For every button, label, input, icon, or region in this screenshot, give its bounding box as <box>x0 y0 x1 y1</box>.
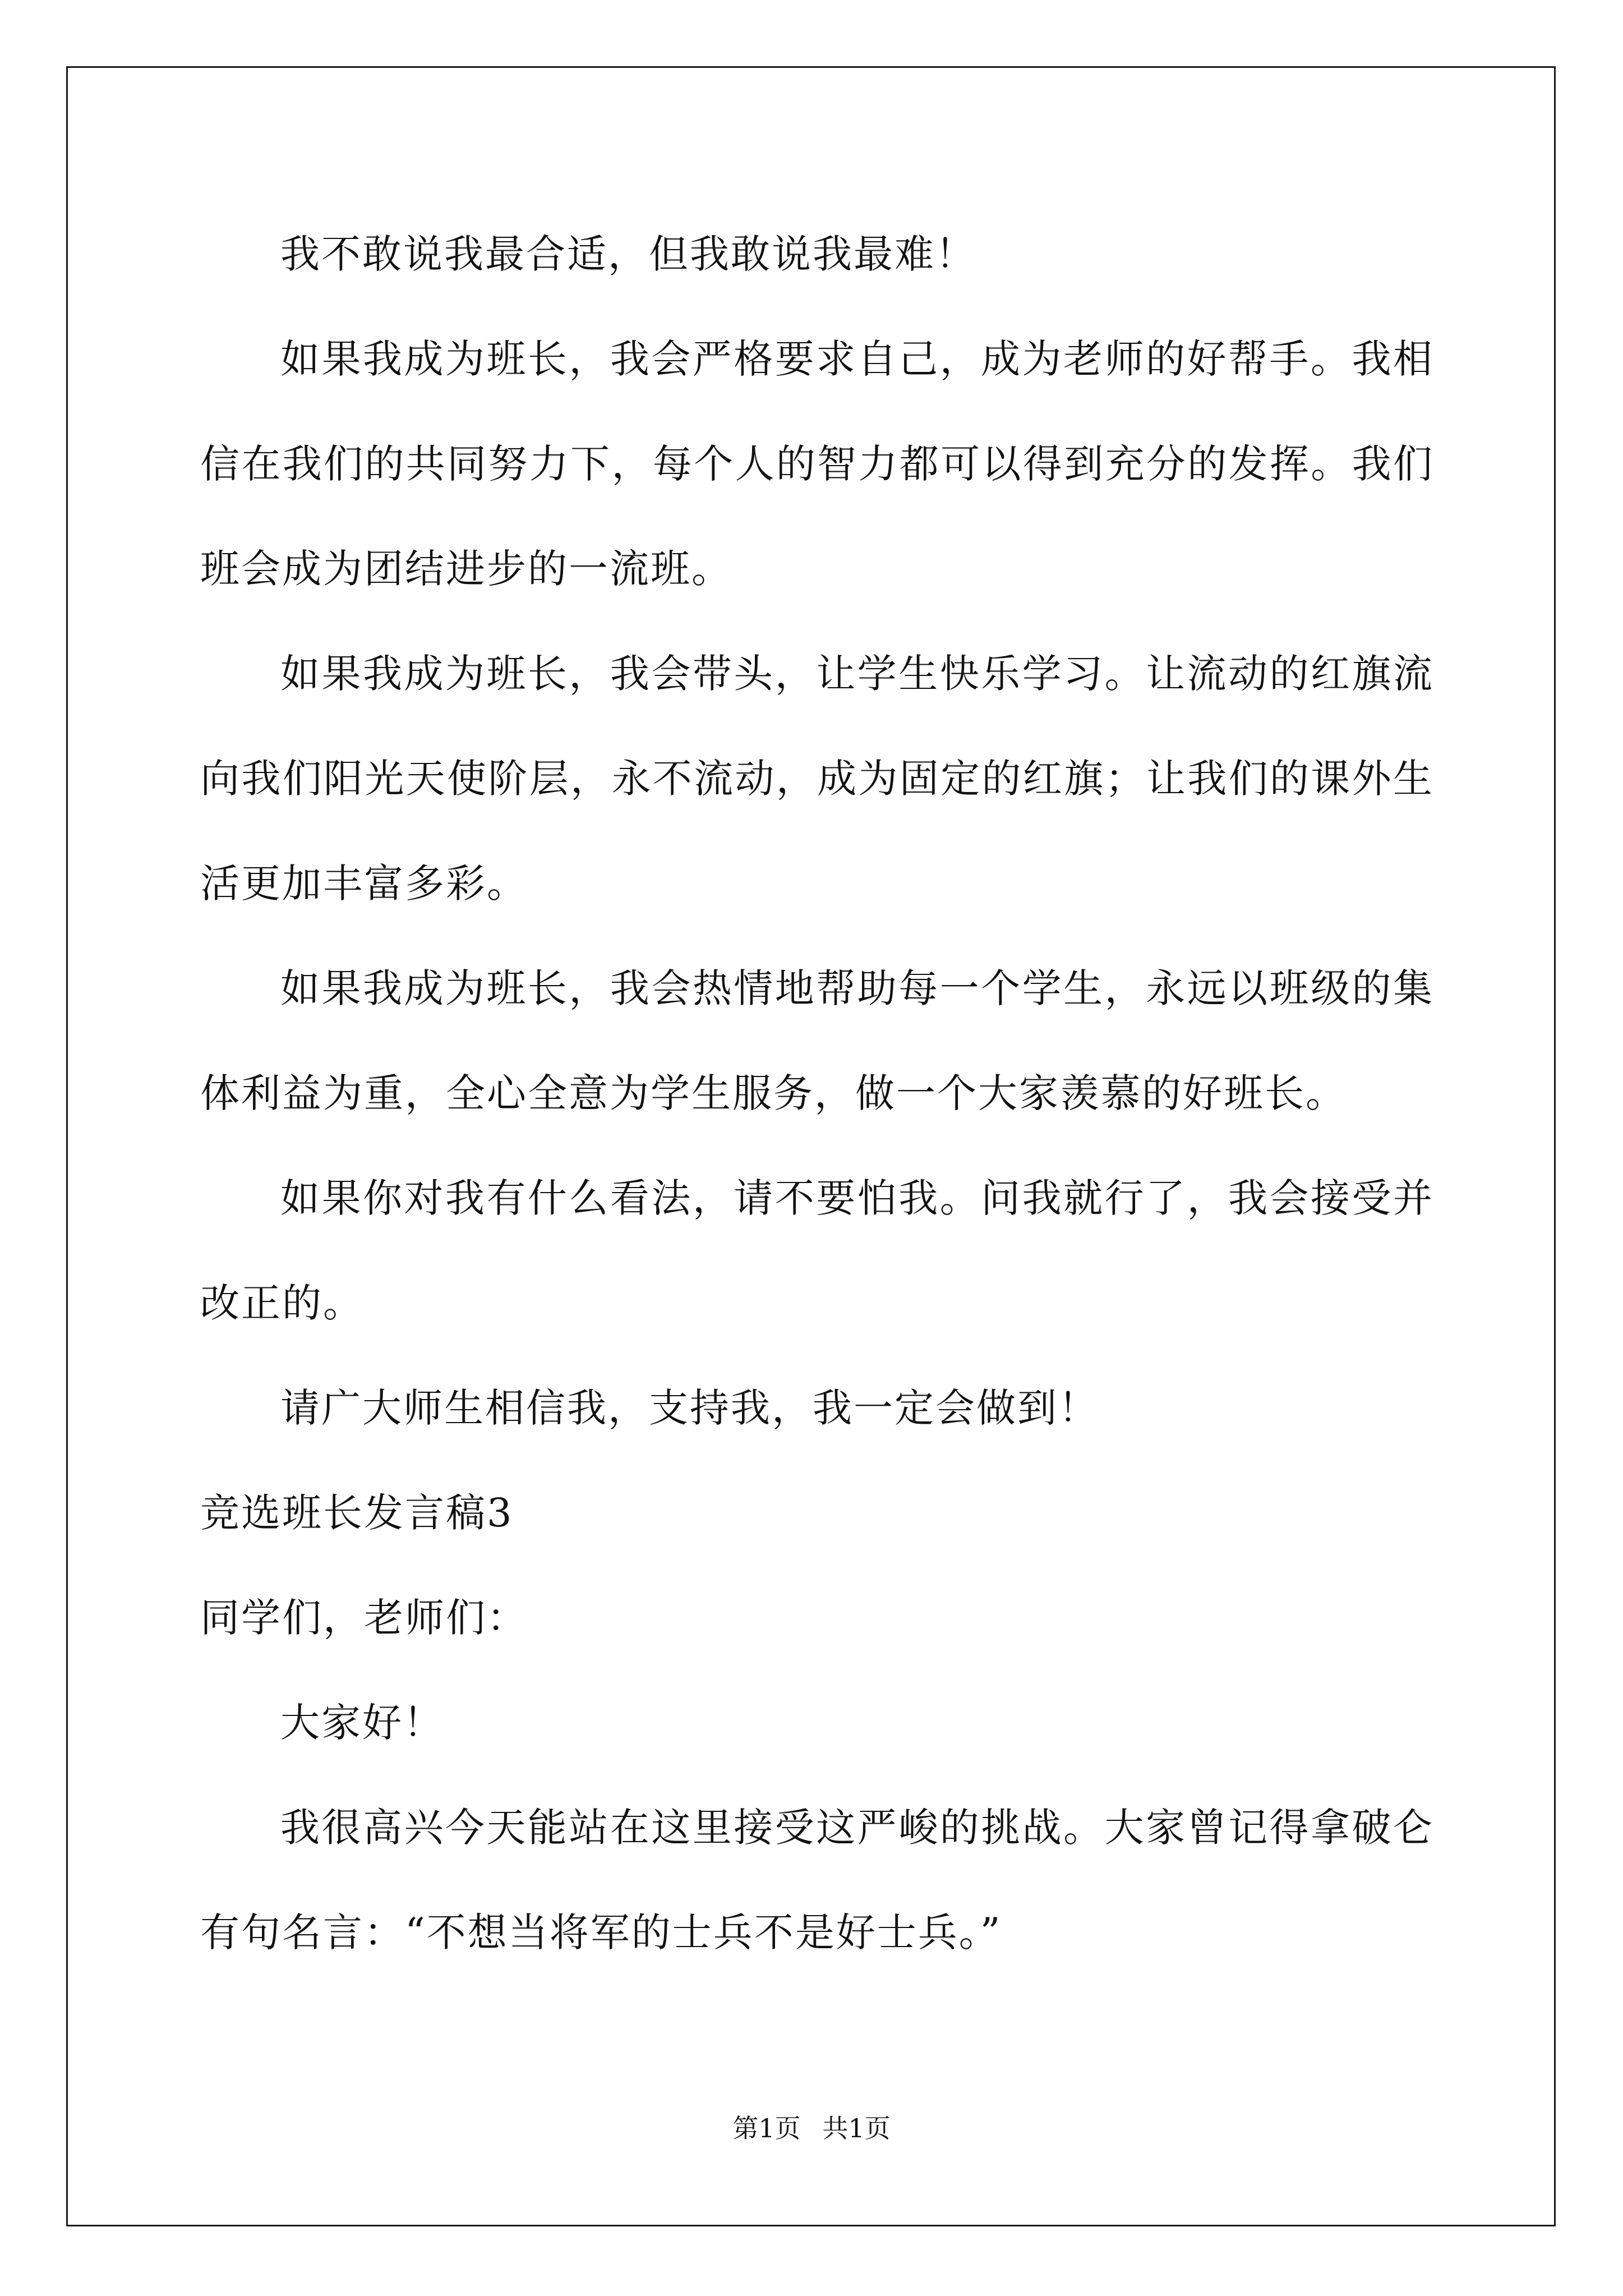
paragraph: 如果我成为班长，我会热情地帮助每一个学生，永远以班级的集体利益为重，全心全意为学生服务，做一个大家羡慕的好班长。 <box>200 965 1434 1116</box>
document-body <box>200 202 1434 1985</box>
salutation: 同学们，老师们： <box>200 1595 528 1641</box>
page-footer <box>0 2108 1623 2145</box>
page-number-current: 第1页 <box>732 2113 801 2143</box>
paragraph: 请广大师生相信我，支持我，我一定会做到！ <box>280 1385 1099 1431</box>
paragraph: 如果我成为班长，我会严格要求自己，成为老师的好帮手。我相信在我们的共同努力下，每个人的智力都可以得到充分的发挥。我们班会成为团结进步的一流班。 <box>200 336 1434 592</box>
paragraph: 如果你对我有什么看法，请不要怕我。问我就行了，我会接受并改正的。 <box>200 1175 1434 1326</box>
paragraph: 如果我成为班长，我会带头，让学生快乐学习。让流动的红旗流向我们阳光天使阶层，永不流动，成为固定的红旗；让我们的课外生活更加丰富多彩。 <box>200 651 1434 907</box>
section-heading: 竞选班长发言稿3 <box>200 1490 514 1536</box>
paragraph: 我不敢说我最合适，但我敢说我最难！ <box>280 231 976 277</box>
page-number-total: 共1页 <box>822 2113 891 2143</box>
greeting: 大家好！ <box>280 1700 444 1746</box>
paragraph: 我很高兴今天能站在这里接受这严峻的挑战。大家曾记得拿破仑有句名言：“不想当将军的士兵不是好士兵。” <box>200 1805 1434 1955</box>
